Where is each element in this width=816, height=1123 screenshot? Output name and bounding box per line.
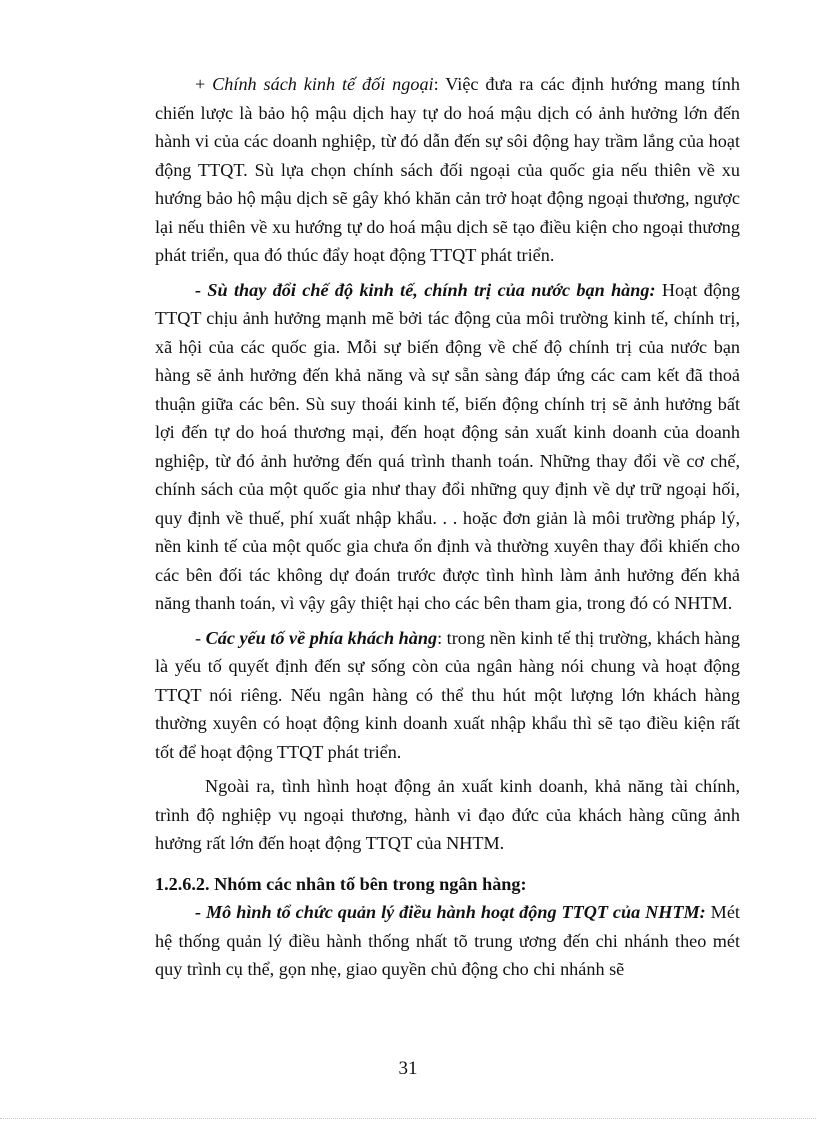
paragraph-partner-regime-change [155, 276, 740, 618]
document-body [155, 70, 740, 984]
paragraph-text: : trong nền kinh tế thị trường, khách hàng là yếu tố quyết định đến sự sống còn của ngân hàng nói chung và hoạt động TTQT nói riêng. Nếu ngân hàng có thể thu hút một lượng lớn khách hàng thường xuyên có hoạt động kinh doanh xuất nhập khẩu thì sẽ tạo điều kiện rất tốt để hoạt động TTQT phát triển. [155, 627, 740, 762]
paragraph-text: : Việc đưa ra các định hướng mang tính chiến lược là bảo hộ mậu dịch hay tự do hoá mậu dịch có ảnh hưởng lớn đến hành vi của các doanh nghiệp, từ đó dẫn đến sự sôi động hay trầm lắng của hoạt động TTQT. Sù lựa chọn chính sách đối ngoại của quốc gia nếu thiên về xu hướng bảo hộ mậu dịch sẽ gây khó khăn cản trở hoạt động ngoại thương, ngược lại nếu thiên về xu hướng tự do hoá mậu dịch sẽ tạo điều kiện cho ngoại thương phát triển, qua đó thúc đẩy hoạt động TTQT phát triển. [155, 74, 740, 265]
paragraph-foreign-economic-policy [155, 70, 740, 270]
footer-divider [0, 1118, 816, 1119]
term-customer-factors: Các yếu tố về phía khách hàng [205, 627, 438, 648]
bullet-plus: + [195, 74, 213, 94]
paragraph-additional: Ngoài ra, tình hình hoạt động ản xuất kinh doanh, khả năng tài chính, trình độ nghiệp vụ ngoại thương, hành vi đạo đức của khách hàng cũng ảnh hưởng rất lớn đến hoạt động TTQT của NHTM. [155, 776, 740, 853]
paragraph-management-model [155, 898, 740, 984]
paragraph-customer-factors [155, 624, 740, 767]
term-management-model: - Mô hình tổ chức quản lý điều hành hoạt động TTQT của NHTM: [195, 902, 706, 922]
paragraph-text: Mét hệ thống quản lý điều hành thống nhất tõ trung ương đến chi nhánh theo mét quy trình cụ thể, gọn nhẹ, giao quyền chủ động cho chi nhánh sẽ [155, 902, 740, 979]
term-partner-regime-change: - Sù thay đổi chế độ kinh tế, chính trị của nước bạn hàng: [195, 279, 656, 300]
bullet-dash: - [195, 627, 206, 648]
term-foreign-economic-policy: Chính sách kinh tế đối ngoại [212, 74, 434, 94]
paragraph-text: Hoạt động TTQT chịu ảnh hưởng mạnh mẽ bởi tác động của môi trường kinh tế, chính trị, xã hội của các quốc gia. Mỗi sự biến động về chế độ chính trị của nước bạn hàng sẽ ảnh hưởng đến khả năng và sự sẵn sàng đáp ứng các cam kết đã thoả thuận giữa các bên. Sù suy thoái kinh tế, biến động chính trị sẽ ảnh hưởng bất lợi đến tự do hoá thương mại, đến hoạt động sản xuất kinh doanh của doanh nghiệp, từ đó ảnh hưởng đến quá trình thanh toán. Những thay đổi về cơ chế, chính sách của một quốc gia như thay đổi những quy định về dự trữ ngoại hối, quy định về thuế, phí xuất nhập khẩu. . . hoặc đơn giản là môi trường pháp lý, nền kinh tế của một quốc gia chưa ổn định và thường xuyên thay đổi khiến cho các bên đối tác không dự đoán trước được tình hình làm ảnh hưởng đến khả năng thanh toán, vì vậy gây thiệt hại cho các bên tham gia, trong đó có NHTM. [155, 279, 740, 613]
section-heading: 1.2.6.2. Nhóm các nhân tố bên trong ngân hàng: [155, 873, 527, 894]
page-number: 31 [398, 1058, 418, 1079]
